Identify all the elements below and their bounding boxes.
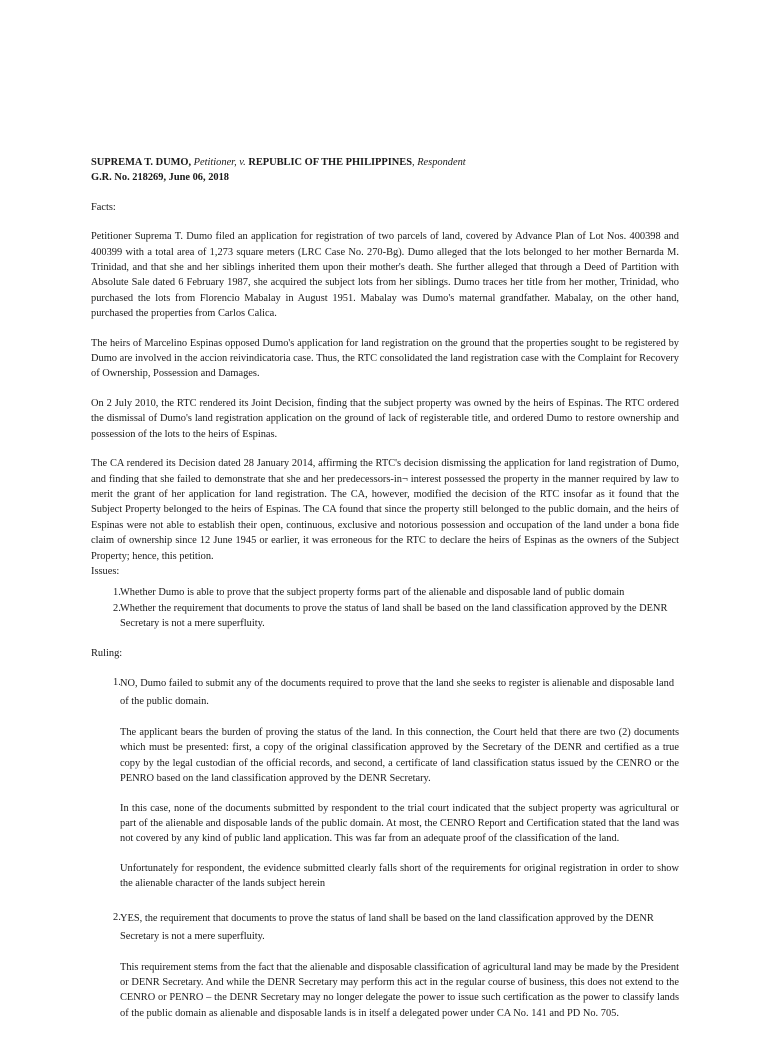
ruling-lead: NO, Dumo failed to submit any of the documents required to prove that the land she seeks to register is alienable and disposable land of the public domain.	[120, 677, 675, 707]
facts-paragraph: The CA rendered its Decision dated 28 January 2014, affirming the RTC's decision dismissing the application for land registration of Dumo, and finding that she failed to demonstrate that she and her predecessors-in¬ interest possessed the property in the manner required by law to merit the grant of her application for land registration. The CA, however, modified the decision of the RTC insofar as it found that the Subject Property belonged to the heirs of Espinas. The CA found that since the property still belonged to the public domain, and the heirs of Espinas were not able to establish their open, continuous, exclusive and notorious possession and occupation of the land under a bona fide claim of ownership since 12 June 1945 or earlier, it was erroneous for the RTC to declare the heirs of Espinas as the owners of the Subject Property; hence, this petition.	[91, 458, 679, 562]
facts-heading: Facts:	[91, 201, 116, 213]
ruling-paragraph: Unfortunately for respondent, the evidence submitted clearly falls short of the requirements for original registration in order to show the alienable character of the lands subject herein	[120, 862, 679, 890]
facts-paragraph: The heirs of Marcelino Espinas opposed Dumo's application for land registration on the ground that the properties sought to be registered by Dumo are involved in the accion reivindicatoria case. Thus, the RTC consolidated the land registration case with the Complaint for Recovery of Ownership, Possession and Damages.	[91, 337, 679, 380]
ruling-heading: Ruling:	[91, 647, 123, 659]
issue-text: Whether Dumo is able to prove that the subject property forms part of the alienable and disposable land of public domain	[120, 587, 625, 599]
ruling-paragraph: The applicant bears the burden of proving the status of the land. In this connection, the Court held that there are two (2) documents which must be presented: first, a copy of the original classification approved by the Secretary of the DENR and certified as a true copy by the legal custodian of the official records, and second, a certificate of land classification status issued by the CENRO or the PENRO based on the land classification approved by the DENR Secretary.	[120, 726, 679, 785]
issue-item: 2. Whether the requirement that documents to prove the status of land shall be based on the land classification approved by the DENR Secretary is not a mere superfluity.	[113, 602, 668, 630]
case-number-text: G.R. No. 218269, June 06, 2018	[91, 172, 229, 184]
ruling-paragraph: In this case, none of the documents submitted by respondent to the trial court indicated that the subject property was agricultural or part of the alienable and disposable lands of the public domain. At most, the CENRO Report and Certification stated that the land was not covered by any kind of public land application. This was far from an adequate proof of the classification of the land.	[120, 802, 679, 845]
ruling-paragraph: This requirement stems from the fact that the alienable and disposable classification of agricultural land may be made by the President or DENR Secretary. And while the DENR Secretary may perform this act in the regular course of business, this does not extend to the CENRO or PENRO – the DENR Secretary may no longer delegate the power to issue such certification as the power to classify lands of the public domain as alienable and disposable lands is in itself a delegated power under CA No. 141 and PD No. 705.	[120, 961, 679, 1019]
respondent-role: , Respondent	[412, 157, 466, 168]
petitioner-role: Petitioner, v.	[193, 157, 246, 168]
issue-text: Whether the requirement that documents to prove the status of land shall be based on the land classification approved by the DENR Secretary is not a mere superfluity.	[120, 602, 668, 630]
issues-list	[91, 585, 679, 631]
ruling-lead: YES, the requirement that documents to prove the status of land shall be based on the land classification approved by the DENR Secretary is not a mere superfluity.	[120, 912, 654, 942]
ruling-item	[91, 675, 679, 892]
issues-heading: Issues:	[91, 565, 120, 577]
petitioner-name: SUPREMA T. DUMO,	[91, 157, 192, 168]
facts-paragraph: On 2 July 2010, the RTC rendered its Joint Decision, finding that the subject property was owned by the heirs of Espinas. The RTC ordered the dismissal of Dumo's land registration application on the ground of lack of registerable title, and ordered Dumo to restore ownership and possession of the lots to the heirs of Espinas.	[91, 397, 679, 440]
case-number	[91, 170, 679, 185]
issue-item: 1. Whether Dumo is able to prove that the subject property forms part of the alienable and disposable land of public domain	[113, 587, 625, 599]
facts-paragraph: Petitioner Suprema T. Dumo filed an application for registration of two parcels of land, covered by Advance Plan of Lot Nos. 400398 and 400399 with a total area of 1,273 square meters (LRC Case No. 270-Bg). Dumo alleged that the lots belonged to her mother Bernarda M. Trinidad, and that she and her siblings inherited them upon their mother's death. She further alleged that through a Deed of Partition with Absolute Sale dated 6 February 1987, she acquired the subject lots from her siblings. Dumo traces her title from her mother, Trinidad, who purchased the lots from Florencio Mabalay in August 1951. Mabalay was Dumo's maternal grandfather. Mabalay, on the other hand, purchased the properties from Carlos Calica.	[91, 231, 679, 320]
ruling-item	[91, 910, 679, 1022]
ruling-number: 1.	[113, 676, 121, 688]
ruling-number: 2.	[113, 911, 121, 923]
respondent-name: REPUBLIC OF THE PHILIPPINES	[248, 157, 413, 168]
document-body	[91, 155, 679, 1039]
case-title	[91, 155, 679, 170]
